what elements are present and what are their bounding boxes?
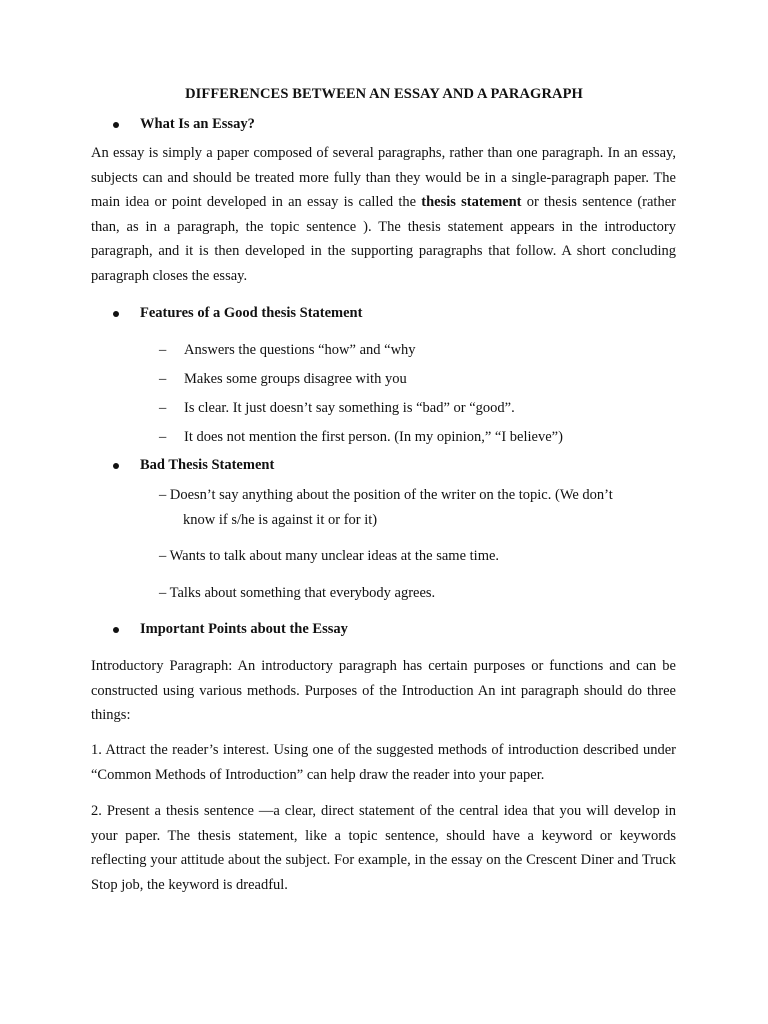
feature-item-text: Makes some groups disagree with you xyxy=(184,371,407,387)
feature-item xyxy=(159,396,515,420)
feature-item-text: Answers the questions “how” and “why xyxy=(184,342,416,358)
point-two-paragraph: 2. Present a thesis sentence —a clear, direct statement of the central idea that you will develop in your paper. The thesis statement, like a topic sentence, should have a keyword or keywords reflecting your attitude about the subject. For example, in the essay on the Crescent Diner and Truck Stop job, the keyword is dreadful. xyxy=(91,803,676,893)
heading-features xyxy=(113,305,362,322)
point-one-paragraph: 1. Attract the reader’s interest. Using one of the suggested methods of introduction described under “Common Methods of Introduction” can help draw the reader into your paper. xyxy=(91,742,676,783)
thesis-statement-bold: thesis statement xyxy=(421,194,522,211)
bad-thesis-item xyxy=(159,581,679,606)
bullet-icon xyxy=(113,311,119,317)
dash-icon: – xyxy=(159,400,167,416)
feature-item-text: Is clear. It just doesn’t say something is “bad” or “good”. xyxy=(184,400,515,416)
feature-item xyxy=(159,425,563,449)
bad-thesis-item-continuation: know if s/he is against it or for it) xyxy=(183,511,378,528)
heading-text: Important Points about the Essay xyxy=(140,621,348,637)
bad-thesis-item xyxy=(159,483,679,532)
bullet-icon xyxy=(113,627,119,633)
heading-bad-thesis xyxy=(113,457,274,474)
essay-definition-paragraph xyxy=(91,141,676,289)
dash-icon: – xyxy=(159,342,167,358)
dash-icon: – xyxy=(159,429,167,445)
heading-important-points xyxy=(113,621,348,638)
bad-thesis-item-text: Doesn’t say anything about the position of the writer on the topic. (We don’t xyxy=(169,487,613,503)
heading-text: Bad Thesis Statement xyxy=(140,457,275,473)
dash-icon: – xyxy=(159,548,167,564)
feature-item xyxy=(159,367,407,391)
bullet-icon xyxy=(113,122,119,128)
heading-what-is-essay xyxy=(113,116,255,133)
document-title: DIFFERENCES BETWEEN AN ESSAY AND A PARAGRAPH xyxy=(185,86,583,102)
heading-text: Features of a Good thesis Statement xyxy=(140,305,363,321)
bad-thesis-item-text: Talks about something that everybody agrees. xyxy=(169,585,436,601)
feature-item xyxy=(159,338,416,362)
dash-icon: – xyxy=(159,371,167,387)
introductory-paragraph: Introductory Paragraph: An introductory paragraph has certain purposes or functions and can be constructed using various methods. Purposes of the Introduction An int paragraph should do three things: xyxy=(91,658,676,724)
feature-item-text: It does not mention the first person. (In my opinion,” “I believe”) xyxy=(184,429,563,445)
bullet-icon xyxy=(113,463,119,469)
dash-icon: – xyxy=(159,487,167,503)
bad-thesis-item xyxy=(159,544,679,569)
bad-thesis-item-text: Wants to talk about many unclear ideas at the same time. xyxy=(169,548,500,564)
dash-icon: – xyxy=(159,585,167,601)
paragraph-text: An essay is simply a paper composed of several paragraphs, rather than one paragraph. In an essay, subjects can and should be treated more fully than they would be in a single-paragraph paper. The main idea or point developed in an essay is called the xyxy=(91,145,676,211)
paragraph-text: or thesis sentence (rather than, as in a paragraph, the topic sentence ). The thesis statement appears in the introductory paragraph, and it is then developed in the supporting paragraphs that follow. A short concluding paragraph closes the essay. xyxy=(91,194,676,284)
heading-text: What Is an Essay? xyxy=(140,116,255,132)
